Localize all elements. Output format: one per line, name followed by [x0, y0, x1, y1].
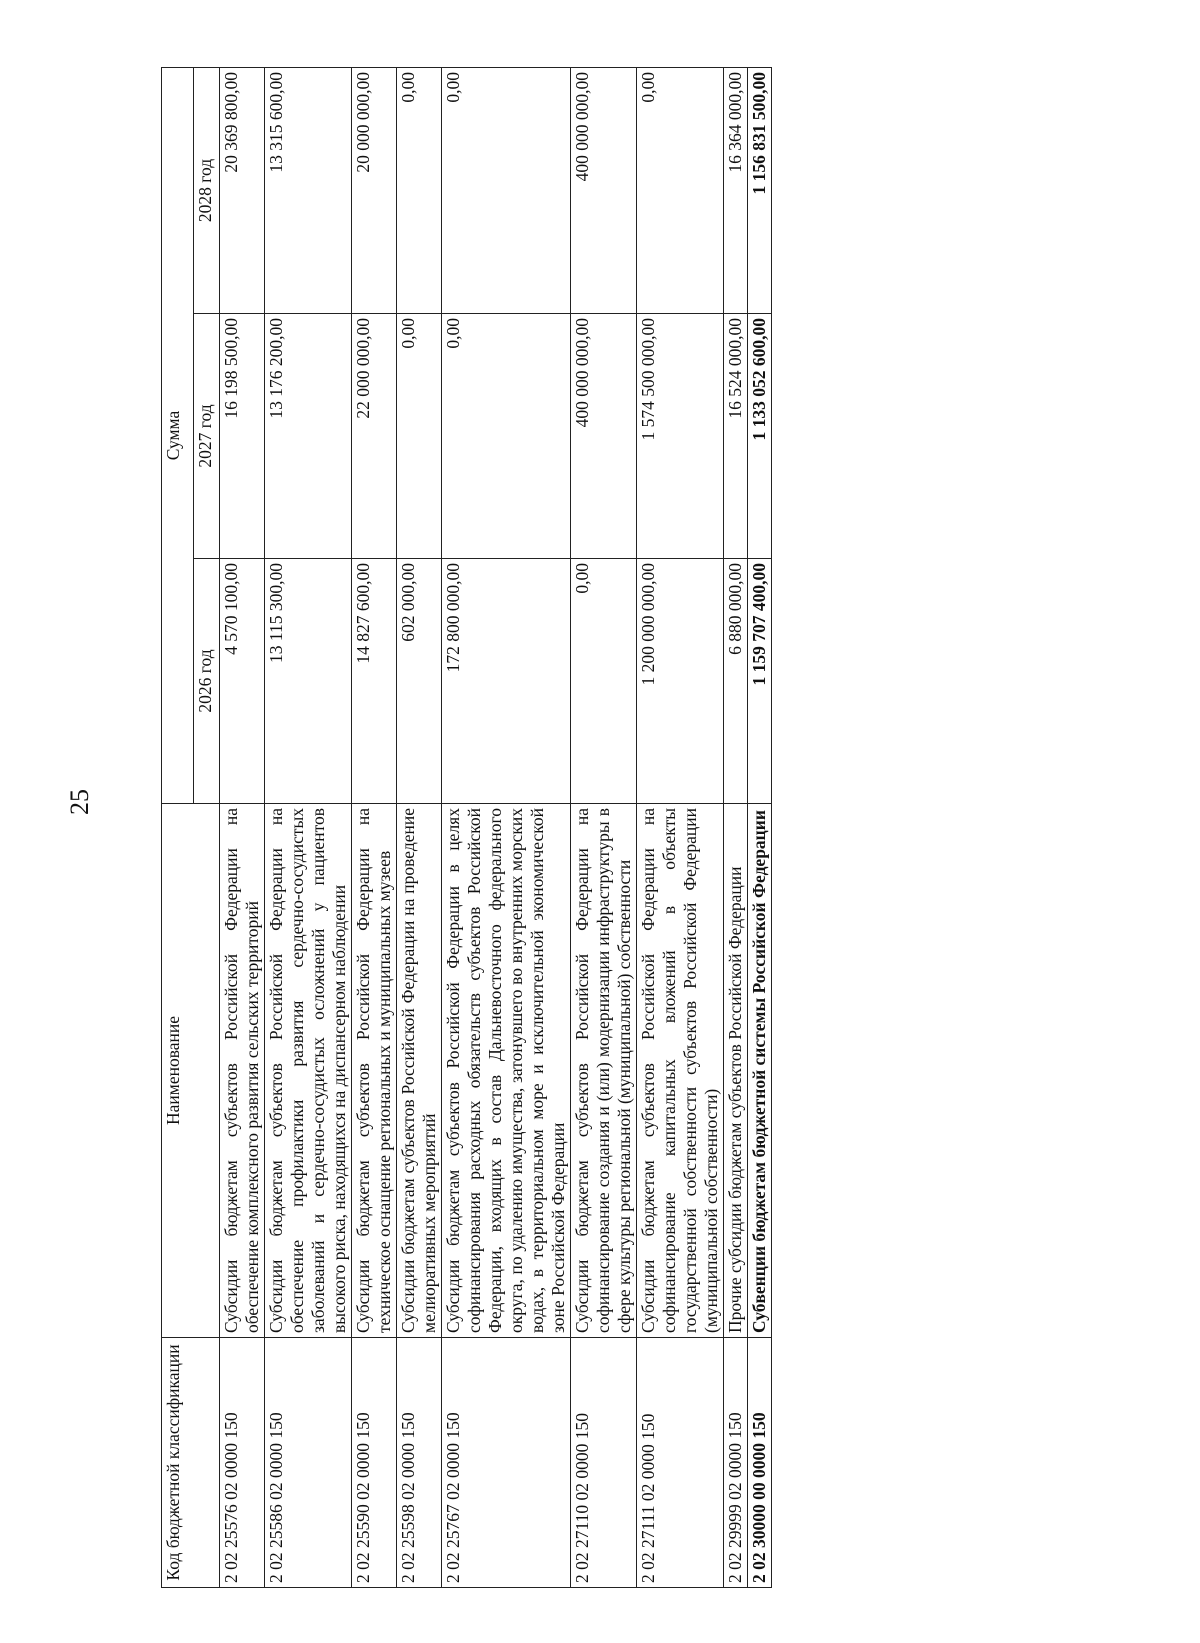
- table-row: [724, 67, 748, 1587]
- table-row: [220, 67, 265, 1587]
- row-name: Субсидии бюджетам субъектов Российской Федерации на софинансирование капитальных вложений в объекты государственной собственности субъектов Российской Федерации (муниципальной собственности): [637, 804, 724, 1338]
- row-amount-2027: 22 000 000,00: [352, 314, 397, 559]
- table-row: [397, 67, 442, 1587]
- row-code: 2 02 25586 02 0000 150: [265, 1338, 352, 1588]
- total-amount-2028: 1 156 831 500,00: [748, 67, 772, 313]
- table-row: [571, 67, 637, 1587]
- row-amount-2026: 172 800 000,00: [442, 559, 571, 804]
- row-amount-2027: 13 176 200,00: [265, 314, 352, 559]
- row-amount-2027: 1 574 500 000,00: [637, 314, 724, 559]
- row-amount-2027: 0,00: [442, 314, 571, 559]
- row-name: Субсидии бюджетам субъектов Российской Федерации на проведение мелиоративных мероприятий: [397, 804, 442, 1338]
- row-amount-2026: 4 570 100,00: [220, 559, 265, 804]
- row-name: Субсидии бюджетам субъектов Российской Федерации в целях софинансирования расходных обязательств субъектов Российской Федерации, входящих в состав Дальневосточного федерального округа, по удалению имущества, затонувшего во внутренних морских водах, в территориальном море и исключительной экономической зоне Российской Федерации: [442, 804, 571, 1338]
- row-name: Субсидии бюджетам субъектов Российской Федерации на софинансирование создания и (или) модернизации инфраструктуры в сфере культуры региональной (муниципальной) собственности: [571, 804, 637, 1338]
- row-amount-2026: 14 827 600,00: [352, 559, 397, 804]
- page-number: 25: [65, 789, 94, 815]
- row-code: 2 02 27111 02 0000 150: [637, 1338, 724, 1588]
- rotated-table-area: [161, 68, 1059, 1588]
- table-row: [352, 67, 397, 1587]
- row-amount-2027: 400 000 000,00: [571, 314, 637, 559]
- row-amount-2028: 0,00: [637, 67, 724, 313]
- row-name: Субсидии бюджетам субъектов Российской Федерации на обеспечение комплексного развития сельских территорий: [220, 804, 265, 1338]
- header-year-2026: 2026 год: [194, 559, 220, 804]
- row-amount-2028: 20 000 000,00: [352, 67, 397, 313]
- row-amount-2028: 13 315 600,00: [265, 67, 352, 313]
- budget-table: [161, 67, 772, 1588]
- row-amount-2026: 602 000,00: [397, 559, 442, 804]
- row-amount-2026: 0,00: [571, 559, 637, 804]
- total-name: Субвенции бюджетам бюджетной системы Российской Федерации: [748, 804, 772, 1338]
- header-name: Наименование: [162, 804, 220, 1338]
- row-code: 2 02 25598 02 0000 150: [397, 1338, 442, 1588]
- header-code: Код бюджетной классификации: [162, 1338, 220, 1588]
- header-year-2027: 2027 год: [194, 314, 220, 559]
- row-code: 2 02 25767 02 0000 150: [442, 1338, 571, 1588]
- row-amount-2027: 0,00: [397, 314, 442, 559]
- header-year-2028: 2028 год: [194, 67, 220, 313]
- row-amount-2027: 16 524 000,00: [724, 314, 748, 559]
- total-code: 2 02 30000 00 0000 150: [748, 1338, 772, 1588]
- row-name: Субсидии бюджетам субъектов Российской Федерации на обеспечение профилактики развития сердечно-сосудистых заболеваний и сердечно-сосудистых осложнений у пациентов высокого риска, находящихся на диспансерном наблюдении: [265, 804, 352, 1338]
- total-amount-2026: 1 159 707 400,00: [748, 559, 772, 804]
- row-amount-2028: 0,00: [397, 67, 442, 313]
- row-amount-2028: 16 364 000,00: [724, 67, 748, 313]
- header-sum: Сумма: [162, 67, 194, 803]
- row-amount-2026: 1 200 000 000,00: [637, 559, 724, 804]
- row-amount-2028: 0,00: [442, 67, 571, 313]
- row-amount-2026: 6 880 000,00: [724, 559, 748, 804]
- row-amount-2026: 13 115 300,00: [265, 559, 352, 804]
- row-code: 2 02 25590 02 0000 150: [352, 1338, 397, 1588]
- row-code: 2 02 25576 02 0000 150: [220, 1338, 265, 1588]
- total-amount-2027: 1 133 052 600,00: [748, 314, 772, 559]
- total-row: [748, 67, 772, 1587]
- row-name: Субсидии бюджетам субъектов Российской Федерации на техническое оснащение региональных и муниципальных музеев: [352, 804, 397, 1338]
- row-code: 2 02 27110 02 0000 150: [571, 1338, 637, 1588]
- row-amount-2028: 400 000 000,00: [571, 67, 637, 313]
- table-row: [637, 67, 724, 1587]
- row-code: 2 02 29999 02 0000 150: [724, 1338, 748, 1588]
- table-row: [442, 67, 571, 1587]
- row-amount-2028: 20 369 800,00: [220, 67, 265, 313]
- row-amount-2027: 16 198 500,00: [220, 314, 265, 559]
- table-row: [265, 67, 352, 1587]
- row-name: Прочие субсидии бюджетам субъектов Российской Федерации: [724, 804, 748, 1338]
